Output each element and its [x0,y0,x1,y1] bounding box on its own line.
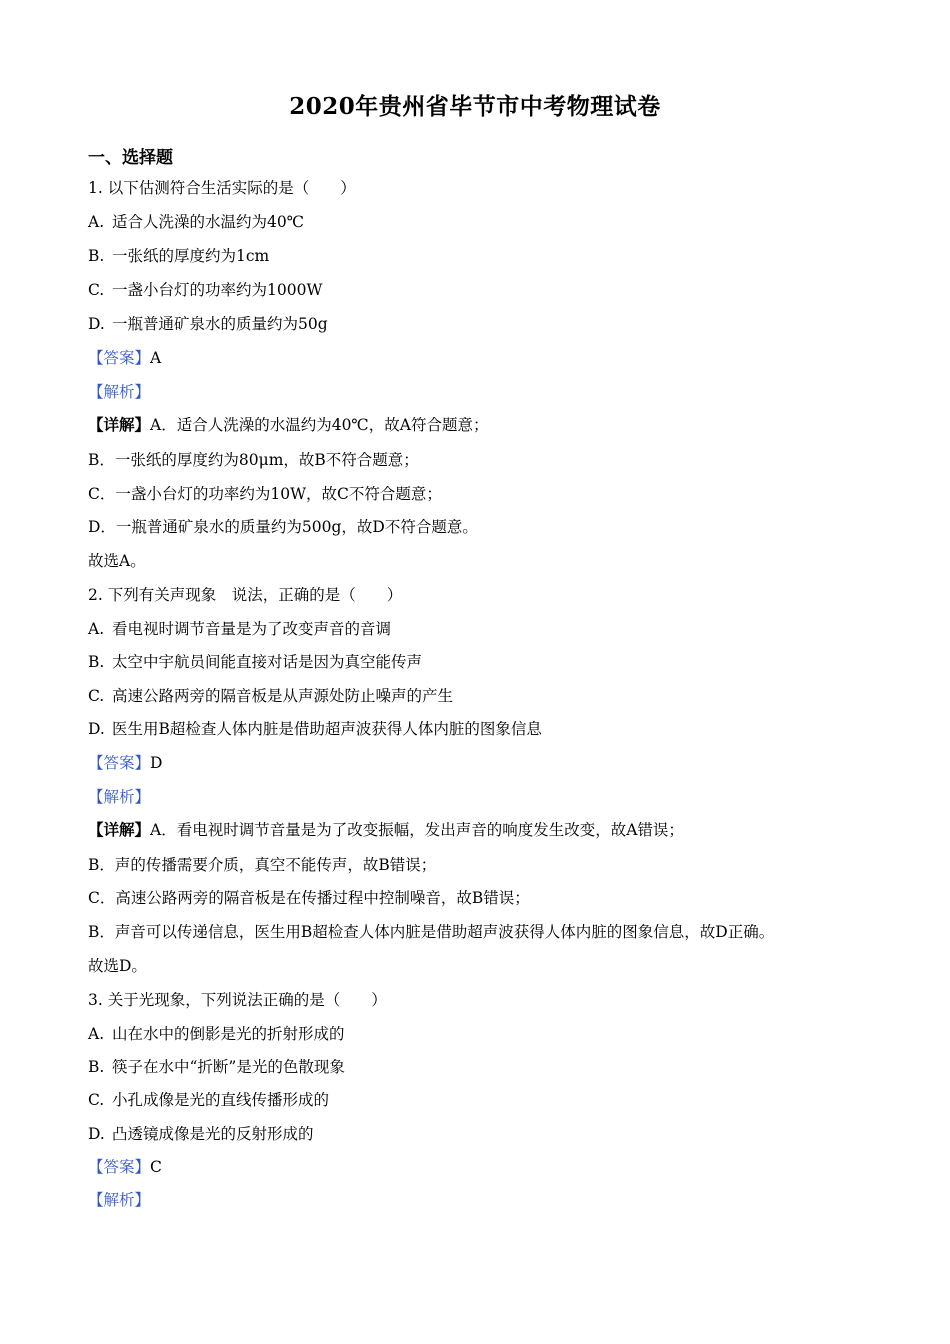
answer-tag: 【答案】 [88,1158,151,1176]
q1-option-b: B. 一张纸的厚度约为1cm [88,247,270,265]
q2-detail-4: B．声音可以传递信息，医生用B超检查人体内脏是借助超声波获得人体内脏的图象信息，故D正确。 [88,923,775,941]
q2-answer: 【答案】D [88,754,163,772]
answer-tag: 【答案】 [88,349,151,367]
q3-option-b: B. 筷子在水中“折断”是光的色散现象 [88,1058,345,1076]
q1-option-a: A. 适合人洗澡的水温约为40℃ [88,213,305,231]
question-1-stem: 1. 以下估测符合生活实际的是（ ） [88,179,356,197]
answer-tag: 【答案】 [88,754,151,772]
q1-detail-1: 【详解】A．适合人洗澡的水温约为40℃，故A符合题意； [88,415,489,434]
section-heading: 一、选择题 [88,148,173,168]
q2-detail-3: C．高速公路两旁的隔音板是在传播过程中控制噪音，故B错误； [88,889,530,907]
q2-option-b: B. 太空中宇航员间能直接对话是因为真空能传声 [88,653,423,671]
q3-option-a: A. 山在水中的倒影是光的折射形成的 [88,1025,345,1043]
q2-option-a: A. 看电视时调节音量是为了改变声音的音调 [88,620,392,638]
q3-analysis-tag: 【解析】 [88,1191,151,1209]
question-3-stem: 3. 关于光现象，下列说法正确的是（ ） [88,991,387,1009]
page-title: 2020年贵州省毕节市中考物理试卷 [289,93,661,120]
q3-answer: 【答案】C [88,1158,162,1176]
q1-detail-4: D．一瓶普通矿泉水的质量约为500g，故D不符合题意。 [88,518,478,536]
q2-conclusion: 故选D。 [88,957,147,975]
q1-analysis-tag: 【解析】 [88,383,151,401]
q3-option-d: D. 凸透镜成像是光的反射形成的 [88,1125,314,1143]
q1-detail-2: B．一张纸的厚度约为80μm，故B不符合题意； [88,451,419,469]
q1-option-c: C. 一盏小台灯的功率约为1000W [88,281,323,299]
q1-detail-3: C．一盏小台灯的功率约为10W，故C不符合题意； [88,485,442,503]
q2-detail-1: 【详解】A．看电视时调节音量是为了改变振幅，发出声音的响度发生改变，故A错误； [88,820,684,839]
q2-detail-2: B．声的传播需要介质，真空不能传声，故B错误； [88,856,437,874]
q2-option-c: C. 高速公路两旁的隔音板是从声源处防止噪声的产生 [88,687,454,705]
q1-answer: 【答案】A [88,349,162,367]
q1-option-d: D. 一瓶普通矿泉水的质量约为50g [88,315,328,333]
q2-analysis-tag: 【解析】 [88,788,151,806]
q3-option-c: C. 小孔成像是光的直线传播形成的 [88,1091,330,1109]
q2-option-d: D. 医生用B超检查人体内脏是借助超声波获得人体内脏的图象信息 [88,720,542,738]
q1-conclusion: 故选A。 [88,552,146,570]
question-2-stem: 2. 下列有关声现象 说法，正确的是（ ） [88,586,403,604]
